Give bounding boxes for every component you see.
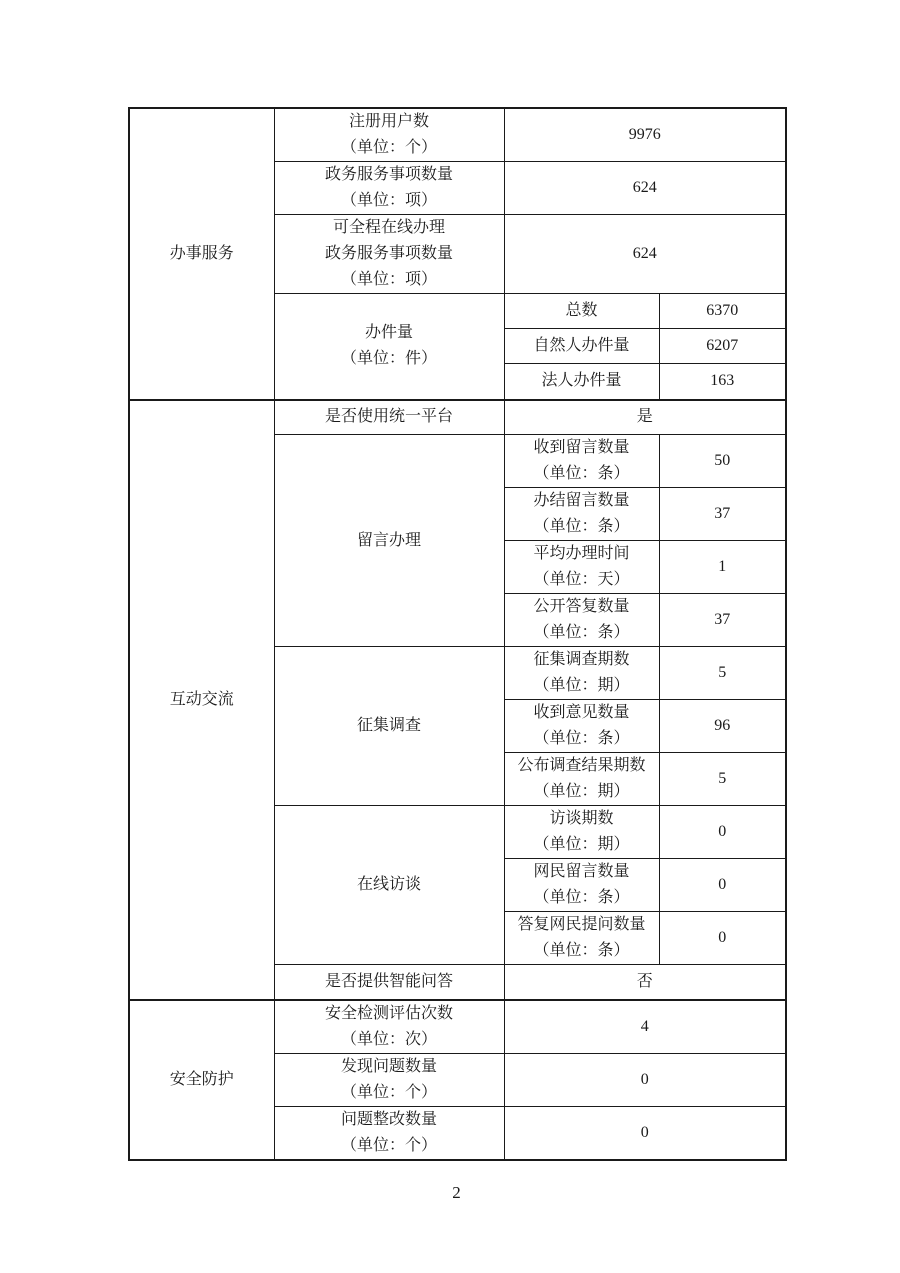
item-label-text: 是否提供智能问答	[324, 972, 453, 990]
item-label-cell	[274, 1053, 504, 1106]
item-label-cell	[274, 435, 504, 647]
item-value-cell: 4	[504, 1000, 786, 1054]
section-category-cell: 互动交流	[129, 400, 274, 1000]
sub-item-label-cell: 自然人办件量	[504, 329, 659, 364]
item-value-cell: 9976	[504, 108, 786, 162]
sub-item-label-cell	[504, 647, 659, 700]
sub-item-value-cell: 96	[659, 700, 786, 753]
sub-item-label-text: 公开答复数量	[533, 598, 630, 615]
sub-item-value-cell: 6370	[659, 294, 786, 329]
item-label-cell	[274, 965, 504, 1000]
sub-item-value-cell: 37	[659, 488, 786, 541]
item-value-cell: 624	[504, 162, 786, 215]
item-label-cell	[274, 647, 504, 806]
sub-item-unit-text: （单位：条）	[533, 518, 630, 535]
item-value-cell: 0	[504, 1106, 786, 1160]
sub-item-value-cell: 163	[659, 364, 786, 400]
item-label-cell	[274, 108, 504, 162]
sub-item-label-text: 答复网民提问数量	[517, 916, 646, 933]
item-unit-text: （单位：个）	[340, 1136, 437, 1154]
sub-item-unit-text: （单位：条）	[533, 624, 630, 641]
sub-item-unit-text: （单位：天）	[533, 571, 630, 588]
sub-item-label-cell	[504, 700, 659, 753]
item-unit-text: （单位：次）	[340, 1030, 437, 1048]
item-label-text: 问题整改数量	[340, 1110, 437, 1128]
sub-item-label-cell	[504, 912, 659, 965]
sub-item-label-text: 访谈期数	[549, 810, 614, 827]
sub-item-label-cell	[504, 594, 659, 647]
sub-item-value-cell: 0	[659, 859, 786, 912]
sub-item-label-cell: 法人办件量	[504, 364, 659, 400]
sub-item-unit-text: （单位：条）	[533, 942, 630, 959]
item-value-cell: 是	[504, 400, 786, 435]
sub-item-label-text: 收到意见数量	[533, 704, 630, 721]
section-category-cell: 安全防护	[129, 1000, 274, 1160]
sub-item-label-text: 公布调查结果期数	[517, 757, 646, 774]
item-unit-text: （单位：件）	[340, 350, 437, 368]
item-label-text: 办件量	[364, 324, 413, 342]
item-unit-text: （单位：项）	[340, 271, 437, 288]
sub-item-unit-text: （单位：条）	[533, 465, 630, 482]
sub-item-label-text: 收到留言数量	[533, 439, 630, 456]
item-label-text: 政务服务事项数量	[324, 245, 453, 262]
sub-item-label-text: 办结留言数量	[533, 492, 630, 509]
sub-item-label-text: 征集调查期数	[533, 651, 630, 668]
sub-item-label-cell	[504, 859, 659, 912]
item-unit-text: （单位：项）	[340, 192, 437, 209]
item-value-cell: 否	[504, 965, 786, 1000]
item-label-cell	[274, 162, 504, 215]
section-category-cell: 办事服务	[129, 108, 274, 400]
item-label-cell	[274, 806, 504, 965]
item-unit-text: （单位：个）	[340, 1083, 437, 1101]
sub-item-label-cell	[504, 488, 659, 541]
item-label-cell	[274, 294, 504, 400]
page-number: 2	[452, 1183, 461, 1202]
item-label-text: 发现问题数量	[340, 1057, 437, 1075]
item-label-text: 征集调查	[356, 717, 421, 734]
sub-item-value-cell: 5	[659, 753, 786, 806]
item-label-text: 留言办理	[356, 531, 421, 549]
item-unit-text: （单位：个）	[340, 139, 437, 156]
sub-item-label-text: 网民留言数量	[533, 863, 630, 880]
sub-item-value-cell: 1	[659, 541, 786, 594]
item-label-text: 可全程在线办理	[332, 219, 445, 236]
sub-item-unit-text: （单位：条）	[533, 730, 630, 747]
item-label-text: 是否使用统一平台	[324, 408, 453, 426]
sub-item-value-cell: 0	[659, 806, 786, 859]
item-label-text: 在线访谈	[356, 876, 421, 893]
sub-item-label-cell	[504, 806, 659, 859]
sub-item-value-cell: 50	[659, 435, 786, 488]
item-label-text: 注册用户数	[348, 113, 429, 130]
sub-item-value-cell: 37	[659, 594, 786, 647]
item-label-text: 安全检测评估次数	[324, 1004, 453, 1022]
item-label-cell	[274, 215, 504, 294]
sub-item-value-cell: 0	[659, 912, 786, 965]
item-label-cell	[274, 1106, 504, 1160]
item-value-cell: 624	[504, 215, 786, 294]
sub-item-value-cell: 6207	[659, 329, 786, 364]
item-value-cell: 0	[504, 1053, 786, 1106]
sub-item-label-cell	[504, 753, 659, 806]
sub-item-unit-text: （单位：期）	[533, 836, 630, 853]
sub-item-label-text: 平均办理时间	[533, 545, 630, 562]
sub-item-value-cell: 5	[659, 647, 786, 700]
item-label-text: 政务服务事项数量	[324, 166, 453, 183]
sub-item-unit-text: （单位：期）	[533, 677, 630, 694]
report-table	[128, 107, 787, 1161]
item-label-cell	[274, 1000, 504, 1054]
sub-item-unit-text: （单位：期）	[533, 783, 630, 800]
sub-item-label-cell: 总数	[504, 294, 659, 329]
sub-item-label-cell	[504, 435, 659, 488]
sub-item-unit-text: （单位：条）	[533, 889, 630, 906]
sub-item-label-cell	[504, 541, 659, 594]
item-label-cell	[274, 400, 504, 435]
